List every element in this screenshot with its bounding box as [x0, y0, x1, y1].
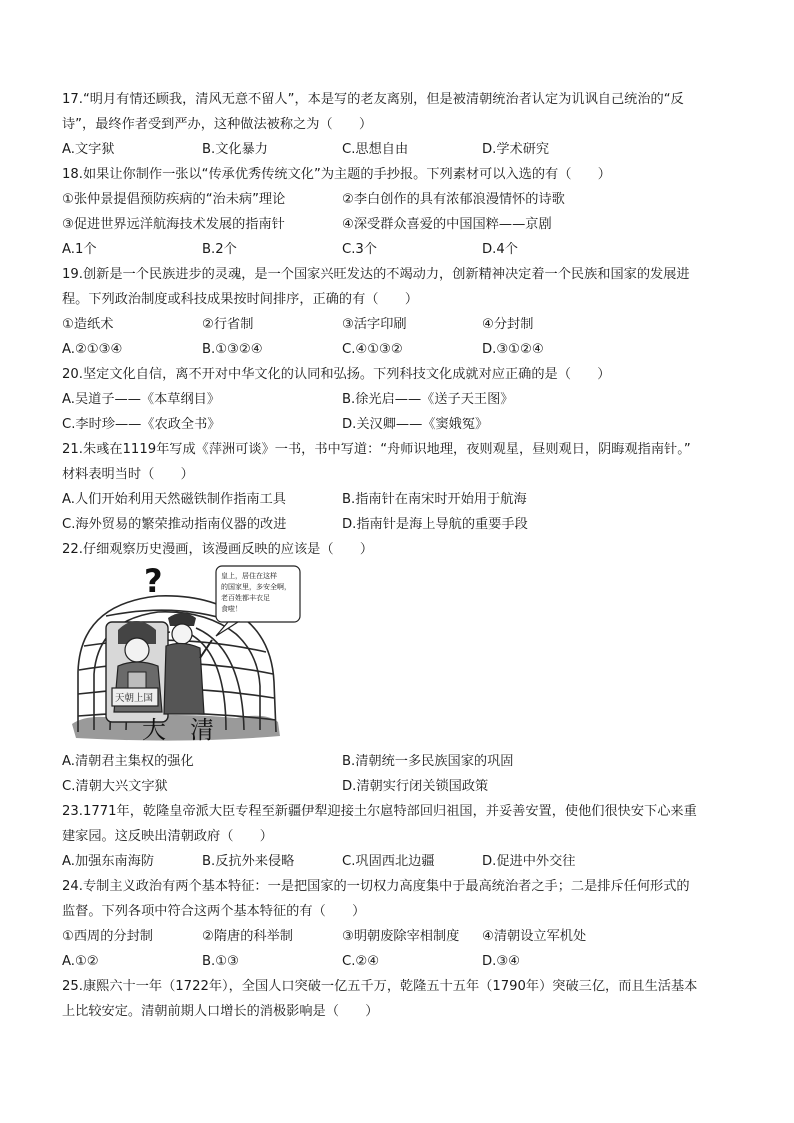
item-3: ③促进世界远洋航海技术发展的指南针 [62, 217, 285, 232]
question-22 [62, 537, 734, 562]
question-19 [62, 262, 734, 362]
option-d[interactable]: D.清朝实行闭关锁国政策 [342, 779, 489, 794]
option-a[interactable]: A.吴道子——《本草纲目》 [62, 392, 221, 407]
option-c[interactable]: C.李时珍——《农政全书》 [62, 417, 221, 432]
question-19-items [62, 312, 734, 337]
question-20-options-row-1 [62, 387, 734, 412]
option-d[interactable]: D.学术研究 [482, 142, 550, 157]
option-a[interactable]: A.①② [62, 954, 99, 969]
question-18-items-row-2 [62, 212, 734, 237]
item-1: ①西周的分封制 [62, 929, 153, 944]
item-4: ④清朝设立军机处 [482, 929, 587, 944]
option-d[interactable]: D.关汉卿——《窦娥冤》 [342, 417, 489, 432]
option-b[interactable]: B.反抗外来侵略 [202, 854, 295, 869]
option-d[interactable]: D.③④ [482, 954, 520, 969]
question-20-options-row-2 [62, 412, 734, 437]
bubble-line-4: 食啦！ [221, 605, 242, 613]
question-20-stem-1: 20.坚定文化自信，离不开对中华文化的认同和弘扬。下列科技文化成就对应正确的是（ ） [62, 367, 611, 382]
question-25-stem-2: 上比较安定。清朝前期人口增长的消极影响是（ ） [62, 1004, 379, 1019]
option-c[interactable]: C.④①③② [342, 342, 403, 357]
question-18 [62, 162, 734, 262]
question-23 [62, 799, 734, 874]
question-21-stem-2: 材料表明当时（ ） [62, 467, 194, 482]
question-19-stem-1: 19.创新是一个民族进步的灵魂，是一个国家兴旺发达的不竭动力，创新精神决定着一个民族和国家的发展进 [62, 267, 690, 282]
item-2: ②隋唐的科举制 [202, 929, 293, 944]
question-21-stem-1: 21.朱彧在1119年写成《萍洲可谈》一书，书中写道：“舟师识地理，夜则观星，昼则观日，阴晦观指南针。” [62, 442, 691, 457]
question-23-stem-2: 建家园。这反映出清朝政府（ ） [62, 829, 273, 844]
option-b[interactable]: B.清朝统一多民族国家的巩固 [342, 754, 514, 769]
question-24 [62, 874, 734, 974]
option-c[interactable]: C.海外贸易的繁荣推动指南仪器的改进 [62, 517, 287, 532]
question-19-options [62, 337, 734, 362]
question-20 [62, 362, 734, 437]
question-21-options-row-1 [62, 487, 734, 512]
option-c[interactable]: C.清朝大兴文字狱 [62, 779, 168, 794]
item-3: ③明朝废除宰相制度 [342, 929, 460, 944]
item-4: ④深受群众喜爱的中国国粹——京剧 [342, 217, 552, 232]
item-2: ②李白创作的具有浓郁浪漫情怀的诗歌 [342, 192, 565, 207]
option-d[interactable]: D.指南针是海上导航的重要手段 [342, 517, 528, 532]
option-b[interactable]: B.2个 [202, 242, 237, 257]
question-24-items [62, 924, 734, 949]
question-24-stem-1: 24.专制主义政治有两个基本特征：一是把国家的一切权力高度集中于最高统治者之手；二是排斥任何形式的 [62, 879, 690, 894]
option-a[interactable]: A.清朝君主集权的强化 [62, 754, 194, 769]
option-d[interactable]: D.③①②④ [482, 342, 544, 357]
question-25-stem-1: 25.康熙六十一年（1722年），全国人口突破一亿五千万，乾隆五十五年（1790年）突破三亿，而且生活基本 [62, 979, 698, 994]
option-a[interactable]: A.文字狱 [62, 142, 115, 157]
bubble-line-1: 皇上，居住在这样 [221, 572, 277, 580]
option-c[interactable]: C.思想自由 [342, 142, 409, 157]
question-17-stem-2: 诗”，最终作者受到严办，这种做法被称之为（ ） [62, 117, 373, 132]
question-25 [62, 974, 734, 1024]
question-18-stem-1: 18.如果让你制作一张以“传承优秀传统文化”为主题的手抄报。下列素材可以入选的有（ ） [62, 167, 611, 182]
history-cartoon-illustration [66, 562, 310, 748]
option-c[interactable]: C.3个 [342, 242, 377, 257]
option-b[interactable]: B.文化暴力 [202, 142, 268, 157]
question-17-options [62, 137, 734, 162]
bubble-line-2: 的国家里，多安全啊， [221, 583, 291, 591]
option-b[interactable]: B.①③②④ [202, 342, 263, 357]
option-a[interactable]: A.加强东南海防 [62, 854, 155, 869]
item-1: ①张仲景提倡预防疾病的“治未病”理论 [62, 192, 286, 207]
question-17 [62, 87, 734, 162]
item-4: ④分封制 [482, 317, 534, 332]
cartoon-speech-bubble [216, 566, 300, 636]
question-23-options [62, 849, 734, 874]
cartoon-emperor-figure [106, 621, 168, 722]
item-1: ①造纸术 [62, 317, 114, 332]
option-a[interactable]: A.②①③④ [62, 342, 123, 357]
question-21-options-row-2 [62, 512, 734, 537]
question-23-stem-1: 23.1771年，乾隆皇帝派大臣专程至新疆伊犁迎接土尔扈特部回归祖国，并妥善安置，使他们很快安下心来重 [62, 804, 697, 819]
option-c[interactable]: C.②④ [342, 954, 380, 969]
option-a[interactable]: A.1个 [62, 242, 97, 257]
cartoon-question-mark: ? [144, 562, 163, 600]
cartoon-plaque-text: 天朝上国 [115, 693, 154, 704]
question-19-stem-2: 程。下列政治制度或科技成果按时间排序，正确的有（ ） [62, 292, 419, 307]
question-18-items-row-1 [62, 187, 734, 212]
question-22-options [62, 749, 734, 799]
option-b[interactable]: B.徐光启——《送子天王图》 [342, 392, 514, 407]
option-d[interactable]: D.4个 [482, 242, 518, 257]
item-2: ②行省制 [202, 317, 254, 332]
item-3: ③活字印刷 [342, 317, 407, 332]
bubble-line-3: 老百姓都丰衣足 [221, 594, 270, 602]
cartoon-official-figure [164, 613, 212, 714]
question-24-stem-2: 监督。下列各项中符合这两个基本特征的有（ ） [62, 904, 366, 919]
question-18-options [62, 237, 734, 262]
question-17-stem-1: 17.“明月有情还顾我，清风无意不留人”，本是写的老友离别，但是被清朝统治者认定为讥讽自己统治的“反 [62, 92, 684, 107]
option-d[interactable]: D.促进中外交往 [482, 854, 576, 869]
cartoon-plaque [112, 688, 158, 706]
question-21 [62, 437, 734, 537]
option-b[interactable]: B.指南针在南宋时开始用于航海 [342, 492, 527, 507]
question-24-options [62, 949, 734, 974]
option-c[interactable]: C.巩固西北边疆 [342, 854, 435, 869]
question-22-options-row-1 [62, 749, 734, 774]
question-22-options-row-2 [62, 774, 734, 799]
option-b[interactable]: B.①③ [202, 954, 239, 969]
cartoon-base-text: 大清 [142, 716, 238, 744]
option-a[interactable]: A.人们开始利用天然磁铁制作指南工具 [62, 492, 286, 507]
question-22-stem-1: 22.仔细观察历史漫画，该漫画反映的应该是（ ） [62, 542, 374, 557]
